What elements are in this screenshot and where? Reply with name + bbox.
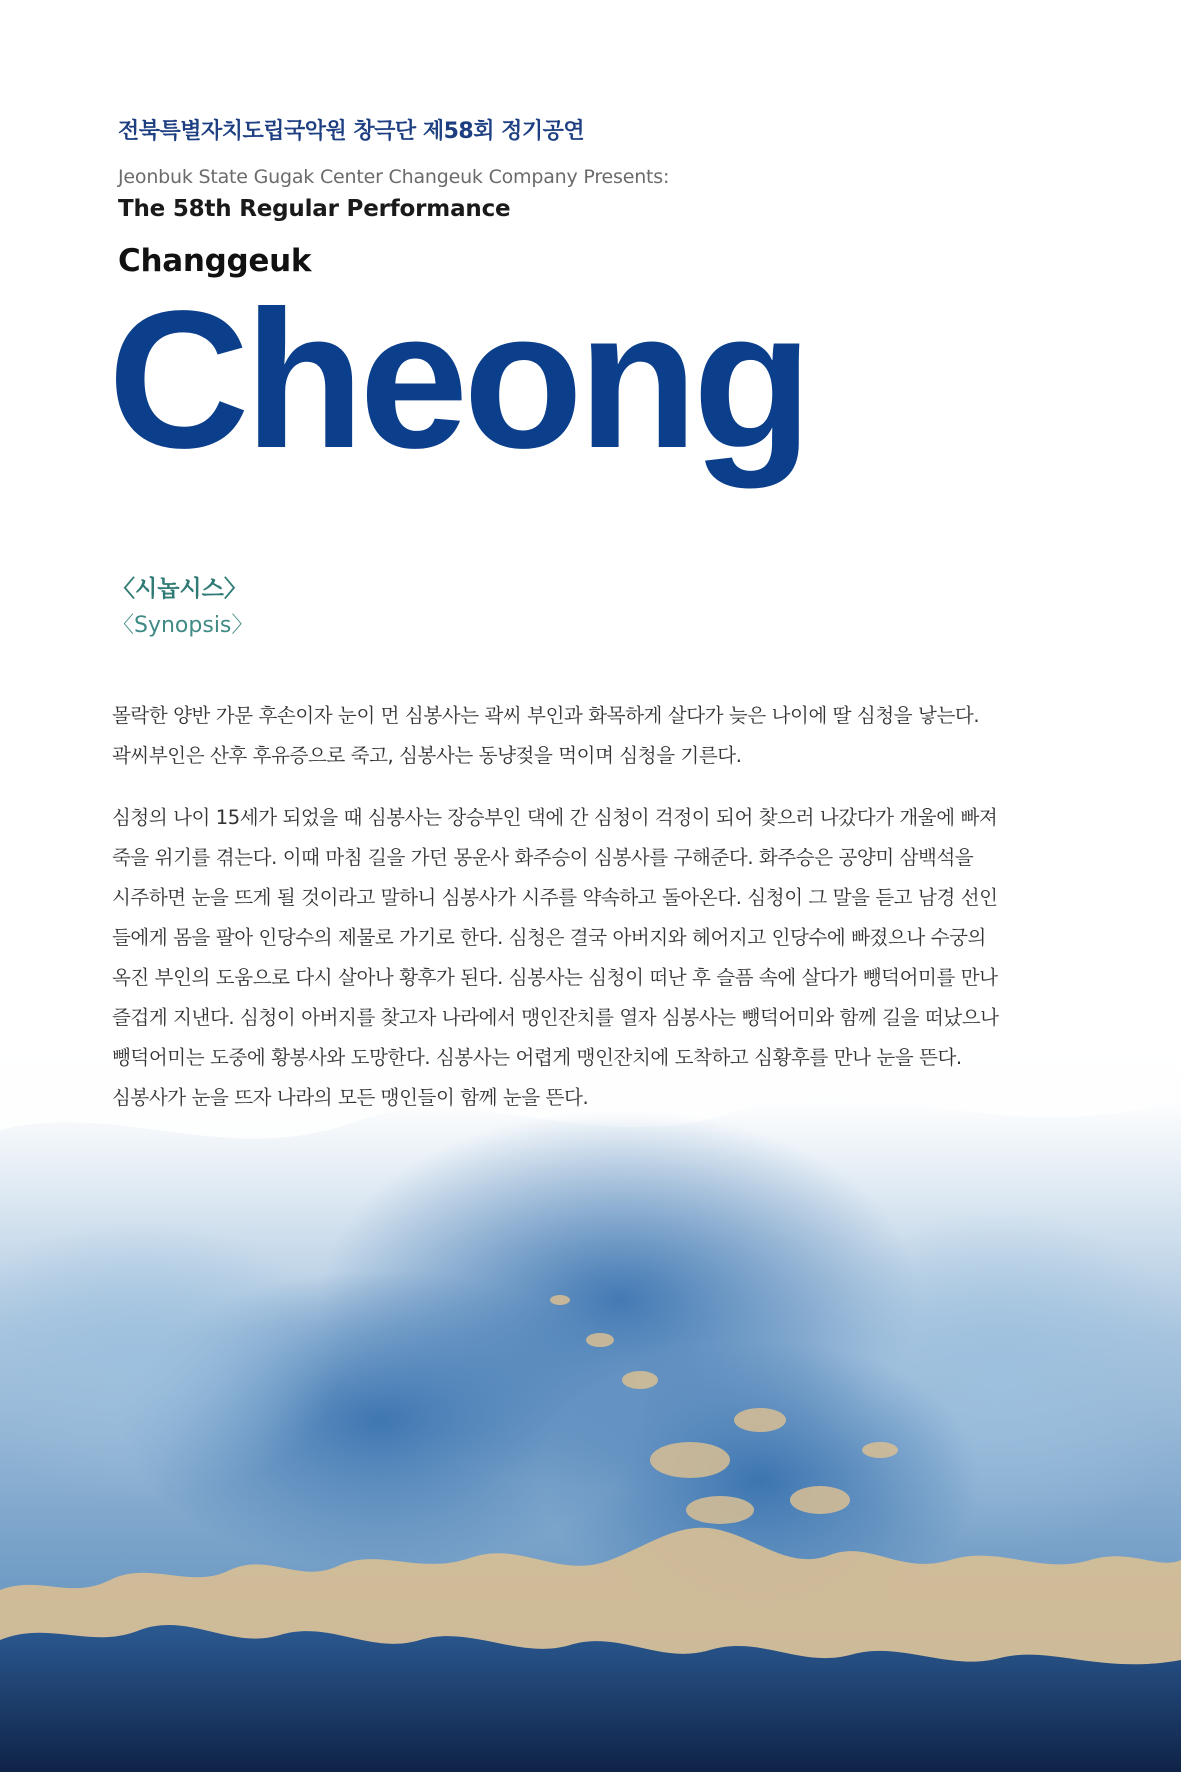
synopsis-line: 심청의 나이 15세가 되었을 때 심봉사는 장승부인 댁에 간 심청이 걱정이 되어 찾으러 나갔다가 개울에 빠져 <box>112 806 998 829</box>
genre-label: Changgeuk <box>118 243 312 279</box>
synopsis-body <box>112 696 1062 1118</box>
synopsis-line: 몰락한 양반 가문 후손이자 눈이 먼 심봉사는 곽씨 부인과 화목하게 살다가 늦은 나이에 딸 심청을 낳는다. <box>112 704 980 727</box>
synopsis-heading-korean: 〈시놉시스〉 <box>112 576 247 602</box>
synopsis-line: 즐겁게 지낸다. 심청이 아버지를 찾고자 나라에서 맹인잔치를 열자 심봉사는 뺑덕어미와 함께 길을 떠났으나 <box>112 1006 999 1029</box>
synopsis-line: 들에게 몸을 팔아 인당수의 제물로 가기로 한다. 심청은 결국 아버지와 헤어지고 인당수에 빠졌으나 수궁의 <box>112 926 986 949</box>
synopsis-line: 시주하면 눈을 뜨게 될 것이라고 말하니 심봉사가 시주를 약속하고 돌아온다. 심청이 그 말을 듣고 남경 선인 <box>112 886 998 909</box>
synopsis-line: 심봉사가 눈을 뜨자 나라의 모든 맹인들이 함께 눈을 뜬다. <box>112 1086 589 1109</box>
synopsis-line: 죽을 위기를 겪는다. 이때 마침 길을 가던 몽운사 화주승이 심봉사를 구해준다. 화주승은 공양미 삼백석을 <box>112 846 974 869</box>
header-korean-line: 전북특별자치도립국악원 창극단 제58회 정기공연 <box>118 119 585 144</box>
performance-line: The 58th Regular Performance <box>118 196 511 222</box>
synopsis-line: 뺑덕어미는 도중에 황봉사와 도망한다. 심봉사는 어렵게 맹인잔치에 도착하고 심황후를 만나 눈을 뜬다. <box>112 1046 962 1069</box>
synopsis-line: 곽씨부인은 산후 후유증으로 죽고, 심봉사는 동냥젖을 먹이며 심청을 기른다. <box>112 744 742 767</box>
synopsis-heading-english: 〈Synopsis〉 <box>112 613 254 638</box>
synopsis-line: 옥진 부인의 도움으로 다시 살아나 황후가 된다. 심봉사는 심청이 떠난 후 슬픔 속에 살다가 뺑덕어미를 만나 <box>112 966 998 989</box>
header-english-line: Jeonbuk State Gugak Center Changeuk Company Presents: <box>118 166 670 188</box>
main-title: Cheong <box>108 270 808 489</box>
